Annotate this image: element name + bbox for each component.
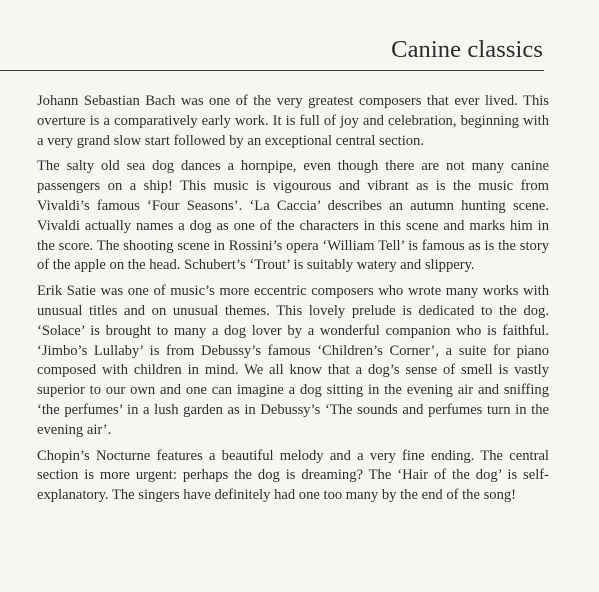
page-title: Canine classics xyxy=(391,36,543,63)
paragraph-sea-dog: The salty old sea dog dances a hornpipe, even though there are not many canine passengers on a ship! This music is vigourous and vibrant as is the music from Vivaldi’s famous ‘Four Seasons’. ‘La Caccia’ describes an autumn hunting scene. Vivaldi actually names a dog as one of the characters in this scene and marks him in the score. The shooting scene in Rossini’s opera ‘William Tell’ is famous as is the story of the apple on the head. Schubert’s ‘Trout’ is suitably watery and slippery. xyxy=(37,158,549,274)
header-divider xyxy=(0,70,544,71)
body-text xyxy=(37,92,549,512)
paragraph-bach: Johann Sebastian Bach was one of the very greatest composers that ever lived. This overture is a comparatively early work. It is full of joy and celebration, beginning with a very grand slow start followed by an exceptional central section. xyxy=(37,93,549,149)
paragraph-chopin: Chopin’s Nocturne features a beautiful melody and a very fine ending. The central section is more urgent: perhaps the dog is dreaming? The ‘Hair of the dog’ is self-explanatory. The singers have definitely had one too many by the end of the song! xyxy=(37,447,549,504)
paragraph-satie: Erik Satie was one of music’s more eccentric composers who wrote many works with unusual titles and on unusual themes. This lovely prelude is dedicated to the dog. ‘Solace’ is brought to many a dog lover by a wonderful companion who is faithful. ‘Jimbo’s Lullaby’ is from Debussy’s famous ‘Children’s Corner’, a suite for piano composed with children in mind. We all know that a dog’s sense of smell is vastly superior to our own and one can imagine a dog sitting in the evening air and sniffing ‘the perfumes’ in a lush garden as in Debussy’s ‘The sounds and perfumes turn in the evening air’. xyxy=(37,283,549,438)
